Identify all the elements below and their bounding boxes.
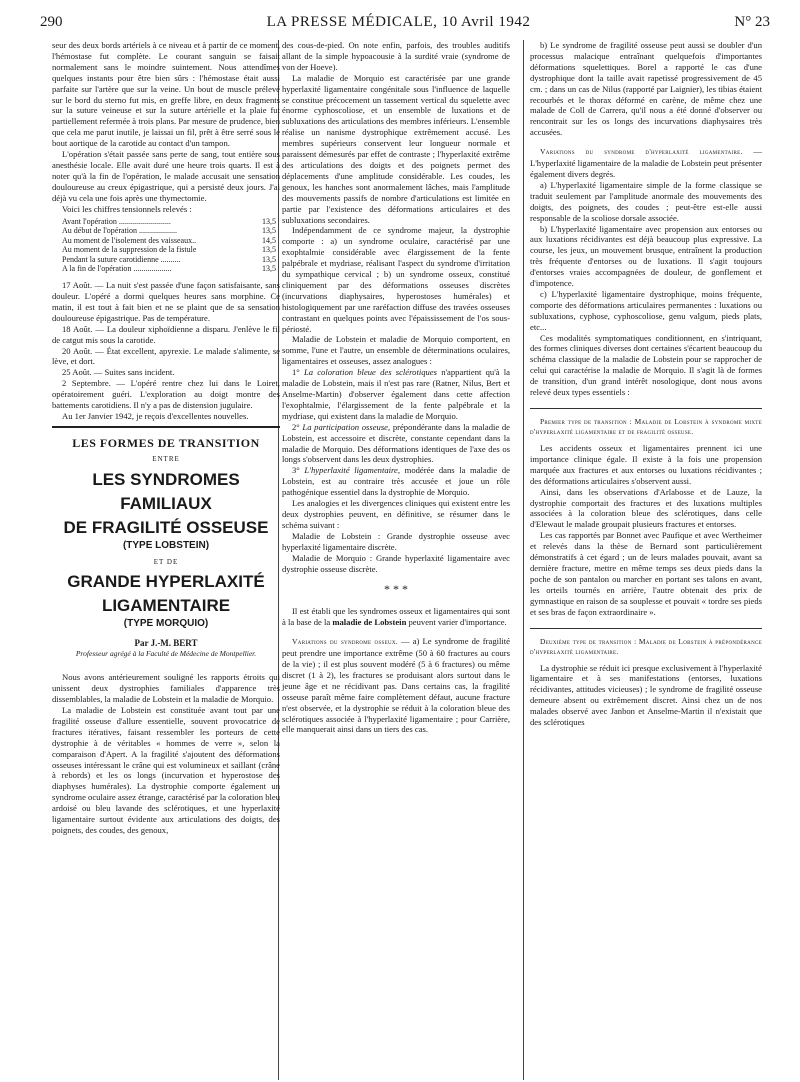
paragraph: 2 Septembre. — L'opéré rentre chez lui dans le Loiret, opératoirement guéri. L'exploration au doigt montre des battements carotidiens. Il n'y a pas de distension jugulaire. bbox=[52, 378, 280, 411]
paragraph: Au 1er Janvier 1942, je reçois d'excellentes nouvelles. bbox=[62, 410, 249, 421]
text: La coloration bleue des sclérotiques bbox=[303, 367, 437, 378]
paragraph: Indépendamment de ce syndrome majeur, la dystrophie comporte : a) un syndrome oculaire, caractérisé par une exophtalmie considérable avec élargissement de la fente palpébrale et mydriase, réalisant l'aspect du syndrome d'irritation du sympathique cervical ; b) un syndrome osseux, constitué cliniquement par des déformations osseuses discrètes (incurvations diaphysaires, hyperostoses humérales) et histologiquement par une raréfaction diffuse des travées osseuses contrastant en quelques points avec l'épaississement de l'os sous-périosté. bbox=[282, 225, 510, 334]
tension-label: Pendant la suture carotidienne .......... bbox=[62, 254, 181, 264]
paragraph: Maladie de Lobstein et maladie de Morquio comportent, en somme, l'une et l'autre, un ensemble de déterminations oculaires, ligamentaires et osseuses, assez analogues : bbox=[282, 334, 510, 367]
paragraph bbox=[282, 465, 510, 498]
paragraph bbox=[282, 606, 510, 628]
paragraph: L'opération s'était passée sans perte de sang, tout entière sous anesthésie locale. Elle avait duré une heure trois quarts. Il est à noter qu'à la fin de l'opération, le malade accusait une sensation douloureuse au creux épigastrique, qui a persisté deux jours. J'ai déjà vu cela une fois après une thymectomie. bbox=[52, 149, 280, 203]
paragraph bbox=[282, 367, 510, 422]
paragraph: 18 Août. — La douleur xiphoïdienne a disparu. J'enlève le fil de catgut mis sous la carotide. bbox=[52, 323, 280, 345]
paragraph: seur des deux bords artériels à ce niveau et à partir de ce moment, l'hémostase fut complète. Le courant sanguin se faisait normalement sans le moindre suintement. Nous attendîmes quelques instants pour être bien sûrs : l'hémostase était aussi parfaite sur l'artère que sur la veine. Un bout de muscle prélevé sur le bord du sterno fut mis, en greffe libre, en deux fragments sur la suture veineuse et sur la suture artérielle et la plaie fut partiellement refermée à trois plans. Par mesure de prudence, bien que cela me parut inutile, je laissai un fil, prêt à être serré sous le bout aortique de la carotide au contact d'un tampon. bbox=[52, 40, 280, 149]
tension-row bbox=[62, 217, 280, 227]
tension-label: Au début de l'opération ................... bbox=[62, 226, 177, 236]
title-line: ENTRE bbox=[152, 454, 180, 463]
paragraph: Ces modalités symptomatiques conditionnent, en s'intriquant, des formes cliniques diverses dont certaines s'écartent beaucoup du schéma classique de la maladie de Lobstein pour se rapprocher de celui qui caractérise la maladie de Morquio. Il s'agit là de formes de transition, d'un grand intérêt nosologique, dont nous avons relevé deux types essentiels : bbox=[530, 332, 762, 398]
paragraph: Maladie de Lobstein : Grande dystrophie osseuse avec hyperlaxité ligamentaire discrète. bbox=[282, 530, 510, 552]
tension-value: 13,5 bbox=[262, 245, 276, 255]
text: La participation osseuse bbox=[302, 421, 388, 432]
paragraph: Les accidents osseux et ligamentaires prennent ici une importance clinique égale. Il existe à la fois une propension marquée aux fractures et aux entorses ou luxations récidivantes ; des déformations articulaires s'observent aussi. bbox=[530, 443, 762, 486]
article-separator bbox=[52, 426, 280, 428]
title-line: DE FRAGILITÉ OSSEUSE bbox=[63, 517, 269, 537]
paragraph: Voici les chiffres tensionnels relevés : bbox=[62, 203, 192, 214]
paragraph: La maladie de Lobstein est constituée avant tout par une fragilité osseuse d'allure essentielle, souvent provocatrice de fractures itératives, faisant ressembler les porteurs de cette dystrophie à de véritables « hommes de verre », selon la comparaison d'Apert. A la fragilité s'ajoutent des déformations osseuses intéressant le crâne qui est volumineux et saillant (crâne à rebords) et les os longs (incurvation et hyperostose des diaphyses humérales). La dystrophie comporte également un syndrome oculaire assez étrange, caractérisé par la coloration bleu ardoisé ou bleu lavande des sclérotiques, et une hyperlaxité ligamentaire surtout évidente aux articulations des doigts, des poignets, des coudes, des genoux, bbox=[52, 705, 280, 835]
tension-label: Avant l'opération .......................... bbox=[62, 216, 171, 226]
paragraph: La dystrophie se réduit ici presque exclusivement à l'hyperlaxité ligamentaire et à ses manifestations (entorses, luxations récidivantes, attitudes vicieuses) ; le syndrome de fragilité osseuse demeure absent ou extrêmement discret. Ainsi chez un de nos malades observé avec Janbon et Anselme-Martin il n'existait que des sclérotiques bbox=[530, 662, 762, 728]
title-line: (TYPE LOBSTEIN) bbox=[122, 539, 210, 551]
paragraph bbox=[282, 636, 510, 735]
section-heading: Premier type de transition : Maladie de Lobstein à syndrome mixte d'hyperlaxité ligamentaire et de fragilité osseuse. bbox=[530, 417, 762, 436]
column-1 bbox=[52, 40, 280, 836]
text: Il est établi que les syndromes osseux et ligamentaires qui sont à la base de la bbox=[282, 606, 510, 628]
tension-row bbox=[62, 236, 280, 246]
column-3 bbox=[530, 40, 762, 728]
tension-row bbox=[62, 226, 280, 236]
title-line: LES SYNDROMES FAMILIAUX bbox=[92, 469, 240, 513]
column-2 bbox=[282, 40, 510, 735]
paragraph bbox=[530, 146, 762, 180]
tension-value: 13,5 bbox=[262, 216, 276, 226]
paragraph: Les cas rapportés par Bonnet avec Paufique et avec Wertheimer et relevés dans la thèse de Bernard sont particulièrement démonstratifs à cet égard ; un de leurs malades pouvait, avant sa dernière fracture, mettre en même temps ses deux pieds dans la poche de son pantalon ou marcher en portant ses talons en avant, les orteils tournés en arrière, l'autre obtenait des prix de gymnastique en raison de sa souplesse et pouvait « tordre ses pieds et ses bras de façon extraordinaire ». bbox=[530, 530, 762, 617]
tension-value: 13,5 bbox=[262, 226, 276, 236]
page-header bbox=[40, 14, 770, 34]
title-line: (TYPE MORQUIO) bbox=[123, 618, 209, 630]
text: — L'hyperlaxité ligamentaire de la maladie de Lobstein peut présenter également divers degrés. bbox=[530, 146, 762, 179]
paragraph: 20 Août. — État excellent, apyrexie. Le malade s'alimente, se lève, et dort. bbox=[52, 345, 280, 367]
title-line: LIGAMENTAIRE bbox=[101, 596, 231, 616]
paragraph bbox=[282, 422, 510, 466]
article-title bbox=[52, 435, 280, 659]
section-heading: Variations du syndrome osseux. bbox=[292, 637, 398, 647]
section-break: * * * bbox=[384, 582, 408, 597]
paragraph: Ainsi, dans les observations d'Arlabosse et de Lauze, la dystrophie comportait des fractures et des luxations multiples associées à la coloration bleue des sclérotiques, dans celle d'Elewaut le malade groupait plusieurs fractures et entorses. bbox=[530, 486, 762, 530]
text: 3° bbox=[292, 465, 305, 476]
text: n'appartient qu'à la maladie de Lobstein, mais il n'est pas rare (Ratner, Nilus, Bert et Anselme-Martin) d'observer également dans cette affection l'exophtalmie, l'élargissement de la fente palpébrale et la mydriase, qui existent dans la maladie de Morquio. bbox=[282, 367, 510, 421]
section-heading: Variations du syndrome d'hyperlaxité ligamentaire. bbox=[540, 147, 743, 157]
tension-label: A la fin de l'opération ................... bbox=[62, 264, 172, 274]
journal-title: LA PRESSE MÉDICALE, 10 Avril 1942 bbox=[266, 14, 531, 30]
tension-value: 13,5 bbox=[262, 254, 276, 264]
text: 2° bbox=[292, 421, 303, 432]
text: maladie de Lobstein bbox=[332, 617, 407, 628]
text: 1° bbox=[292, 367, 304, 378]
text: peuvent varier d'importance. bbox=[406, 617, 507, 628]
paragraph: 17 Août. — La nuit s'est passée d'une façon satisfaisante, sans douleur. L'opéré a dormi quelques heures sans morphine. Ce matin, il est tout à fait bien et ne se plaint que de sa sensation douloureuse épigastrique. Pas de température. bbox=[52, 280, 280, 323]
section-heading: Deuxième type de transition : Maladie de Lobstein à prépondérance d'hyperlaxité ligamentaire. bbox=[530, 636, 762, 656]
separator bbox=[530, 408, 762, 409]
paragraph: b) Le syndrome de fragilité osseuse peut aussi se doubler d'un processus malacique entraînant quelquefois d'importantes déformations squelettiques. Borel a rapporté le cas d'une dystrophique dont la taille avait rapetissé progressivement de 45 cm. ; dans un cas de Nilus (rapporté par Laignier), les tibias étaient recourbés et le thorax déformé en carène, de même chez une malade de Coll de Carrera, qu'il nous a été donné d'observer ou rencontrait sur les os longs des incurvations diaphysaires très accusées. bbox=[530, 40, 762, 138]
tension-label: Au moment de l'isolement des vaisseaux.. bbox=[62, 235, 197, 245]
title-line: GRANDE HYPERLAXITÉ bbox=[67, 572, 265, 592]
paragraph: c) L'hyperlaxité ligamentaire dystrophique, moins fréquente, comporte des déformations articulaires permanentes : luxations ou subluxations, cyphose, cyphoscoliose, genu valgum, pieds plats, etc... bbox=[530, 288, 762, 332]
tension-table bbox=[62, 217, 280, 275]
tension-value: 14,5 bbox=[262, 235, 276, 245]
paragraph: Maladie de Morquio : Grande hyperlaxité ligamentaire avec dystrophie osseuse discrète. bbox=[282, 552, 510, 574]
author: Par J.-M. BERT bbox=[134, 638, 198, 649]
text: , prépondérante dans la maladie de Lobstein, est accessoire et discrète, constante cependant dans la maladie de Morquio. Des déformations identiques de l'axe des os longs s'observent dans les deux dystrophies. bbox=[282, 421, 510, 465]
text: , modérée dans la maladie de Lobstein, est au contraire très accusée et joue un rôle pathogénique essentiel dans la dystrophie de Morquio. bbox=[282, 465, 510, 498]
affiliation: Professeur agrégé à la Faculté de Médecine de Montpellier. bbox=[75, 649, 257, 659]
page-number: 290 bbox=[40, 14, 63, 30]
tension-row bbox=[62, 245, 280, 255]
paragraph: La maladie de Morquio est caractérisée par une grande hyperlaxité ligamentaire congénitale sous l'influence de laquelle se constitue précocement un tassement vertical du squelette avec énorme cyphoscoliose, et un ensemble de luxations et de subluxations des articulations des membres inférieurs. L'ensemble réalise un nanisme dystrophique extrêmement accusé. Les membres supérieurs conservent leur longueur normale et paraissent démesurés par effet de contraste ; l'hyperlaxité extrême des articulations des doigts et des poignets permet des déplacements d'une amplitude considérable. Les coudes, les genoux, les hanches sont anormalement lâches, mais l'amplitude des mouvements passifs de nombre d'articulations est limitée en partie par l'existence des déformations articulaires et des subluxations secondaires. bbox=[282, 72, 510, 225]
paragraph: Les analogies et les divergences cliniques qui existent entre les deux dystrophies peuvent, en définitive, se résumer dans le schéma suivant : bbox=[282, 498, 510, 530]
column-divider bbox=[523, 40, 524, 1080]
tension-label: Au moment de la suppression de la fistule bbox=[62, 245, 197, 255]
paragraph: 25 Août. — Suites sans incident. bbox=[62, 367, 175, 378]
tension-row bbox=[62, 264, 280, 274]
separator bbox=[530, 628, 762, 629]
tension-row bbox=[62, 255, 280, 265]
paragraph: des cous-de-pied. On note enfin, parfois, des troubles auditifs allant de la simple hypoacousie à la surdité vraie (syndrome de von der Hoeve). bbox=[282, 40, 510, 72]
paragraph: Nous avons antérieurement souligné les rapports étroits qui unissent deux dystrophies familiales d'apparence très dissemblables, la maladie de Lobstein et la maladie de Morquio. bbox=[52, 672, 280, 705]
title-line: LES FORMES DE TRANSITION bbox=[72, 435, 260, 450]
paragraph: b) L'hyperlaxité ligamentaire avec propension aux entorses ou aux luxations récidivantes est déjà beaucoup plus expressive. La course, les jeux, un mouvement brusque, entraînent la production très fréquente d'entorses ou de luxations. Il s'agit toujours d'entorses vraies accompagnées de douleur, de gonflement et d'impotence. bbox=[530, 223, 762, 289]
paragraph: a) L'hyperlaxité ligamentaire simple de la forme classique se traduit seulement par l'amplitude anormale des mouvements des doigts, des poignets, des coudes ; peut-être est-elle aussi responsable de la scoliose dorsale associée. bbox=[530, 179, 762, 223]
tension-value: 13,5 bbox=[262, 264, 276, 274]
text: L'hyperlaxité ligamentaire bbox=[304, 465, 398, 476]
title-line: ET DE bbox=[153, 557, 179, 566]
issue-number: N° 23 bbox=[734, 14, 770, 30]
text: — a) Le syndrome de fragilité peut prendre une importance extrême (50 à 60 fractures au cours de la vie) ; il est plus souvent modéré (5 à 6 fractures) ou même discret (1 à 2), les fractures se produisant alors surtout dans le jeune âge et ne récidivant pas. Dans certains cas, la fragilité osseuse paraît même faire complètement défaut, aucune fracture n'est observée, et la dystrophie se réduit à la coloration bleue des sclérotiques associée à l'hyperlaxité ligamentaire ; pour Carrière, elle manquerait ainsi dans un tiers des cas. bbox=[282, 636, 510, 735]
